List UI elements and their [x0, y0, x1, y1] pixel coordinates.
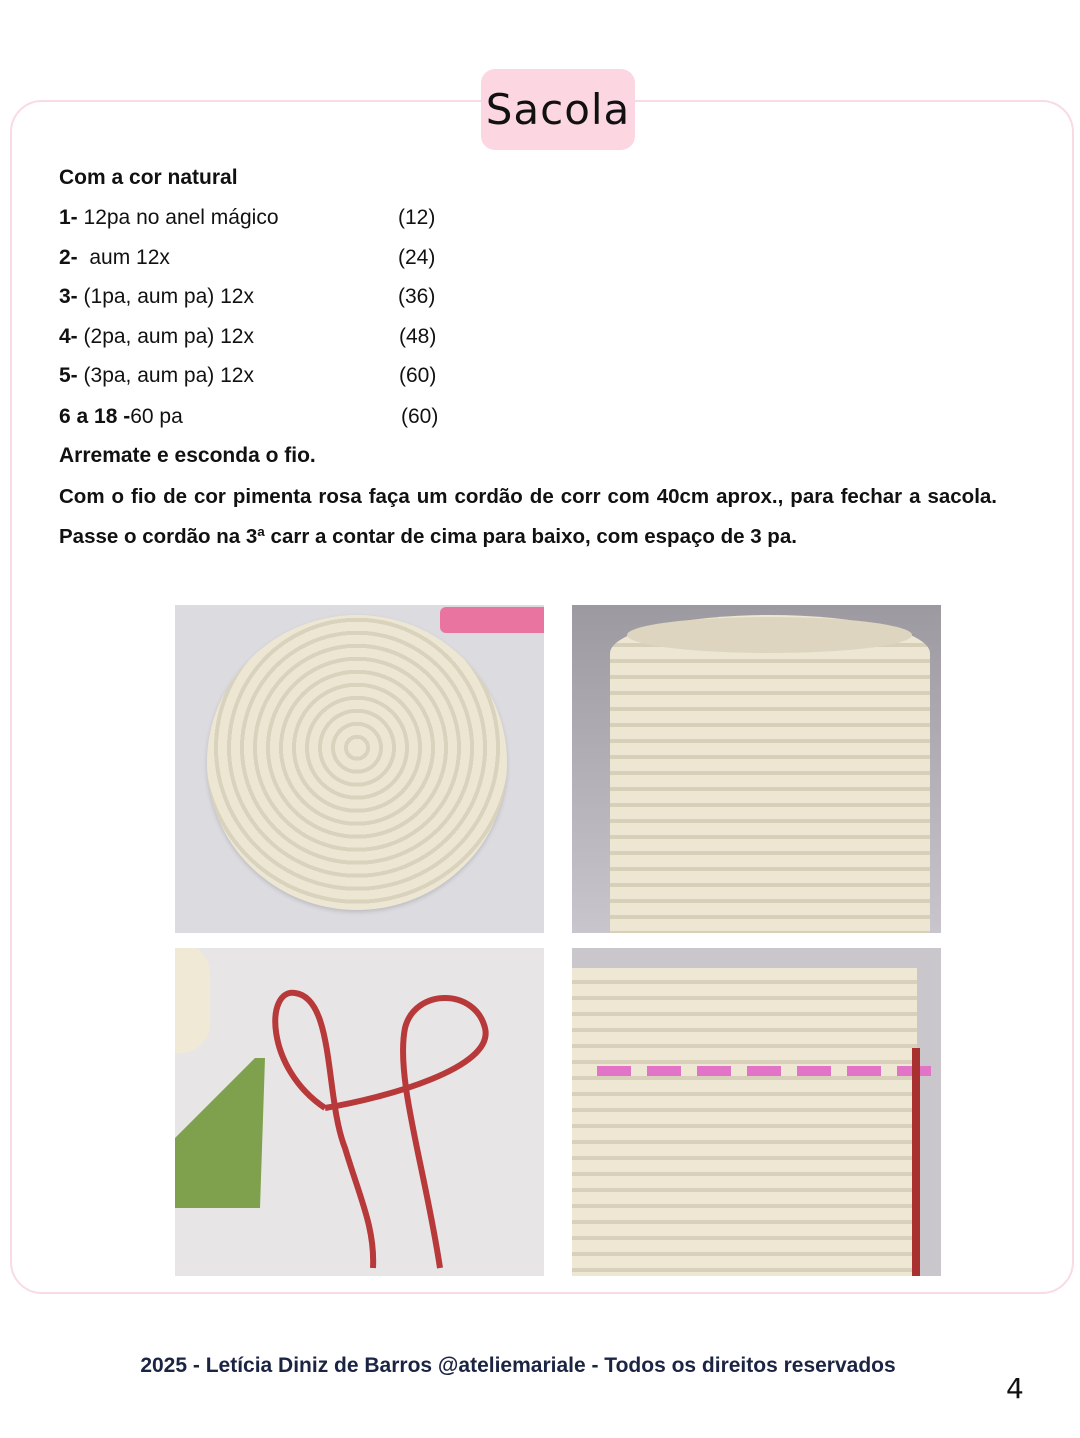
round-1	[59, 206, 279, 230]
round-number: 4-	[59, 325, 78, 348]
round-text: (1pa, aum pa) 12x	[77, 285, 254, 308]
round-count: (60)	[399, 364, 437, 387]
page-number: 4	[1006, 1372, 1024, 1405]
photo-crochet-bag-body	[572, 605, 941, 933]
round-number: 6 a 18 -	[59, 405, 131, 428]
copyright-footer: 2025 - Letícia Diniz de Barros @ateliemariale - Todos os direitos reservados	[140, 1354, 896, 1377]
photo-red-cord	[175, 948, 544, 1276]
photo-crochet-base-circle	[175, 605, 544, 933]
round-number: 3-	[59, 285, 78, 308]
round-text: (2pa, aum pa) 12x	[77, 325, 254, 348]
title-badge	[481, 69, 635, 150]
round-number: 5-	[59, 364, 78, 387]
photo-bag-with-drawstring	[572, 948, 941, 1276]
round-text: 60 pa	[130, 405, 183, 428]
cord-instructions: Com o fio de cor pimenta rosa faça um cordão de corr com 40cm aprox., para fechar a sacola. Passe o cordão na 3ª carr a contar de cima para baixo, com espaço de 3 pa.	[59, 485, 997, 548]
round-2	[59, 246, 170, 270]
round-text: 12pa no anel mágico	[77, 206, 279, 229]
round-4	[59, 325, 254, 349]
round-count: (12)	[398, 206, 436, 229]
round-count: (60)	[401, 405, 439, 428]
finish-instruction: Arremate e esconda o fio.	[59, 444, 316, 467]
round-number: 2-	[59, 246, 78, 269]
round-count: (36)	[398, 285, 436, 308]
round-3	[59, 285, 254, 309]
section-heading: Com a cor natural	[59, 166, 238, 189]
round-text: aum 12x	[77, 246, 170, 269]
cord-shape	[175, 948, 544, 1276]
round-6-18	[59, 405, 183, 429]
round-count: (24)	[398, 246, 436, 269]
round-text: (3pa, aum pa) 12x	[77, 364, 254, 387]
page-title: Sacola	[485, 85, 631, 134]
round-count: (48)	[399, 325, 437, 348]
round-5	[59, 364, 254, 388]
round-number: 1-	[59, 206, 78, 229]
